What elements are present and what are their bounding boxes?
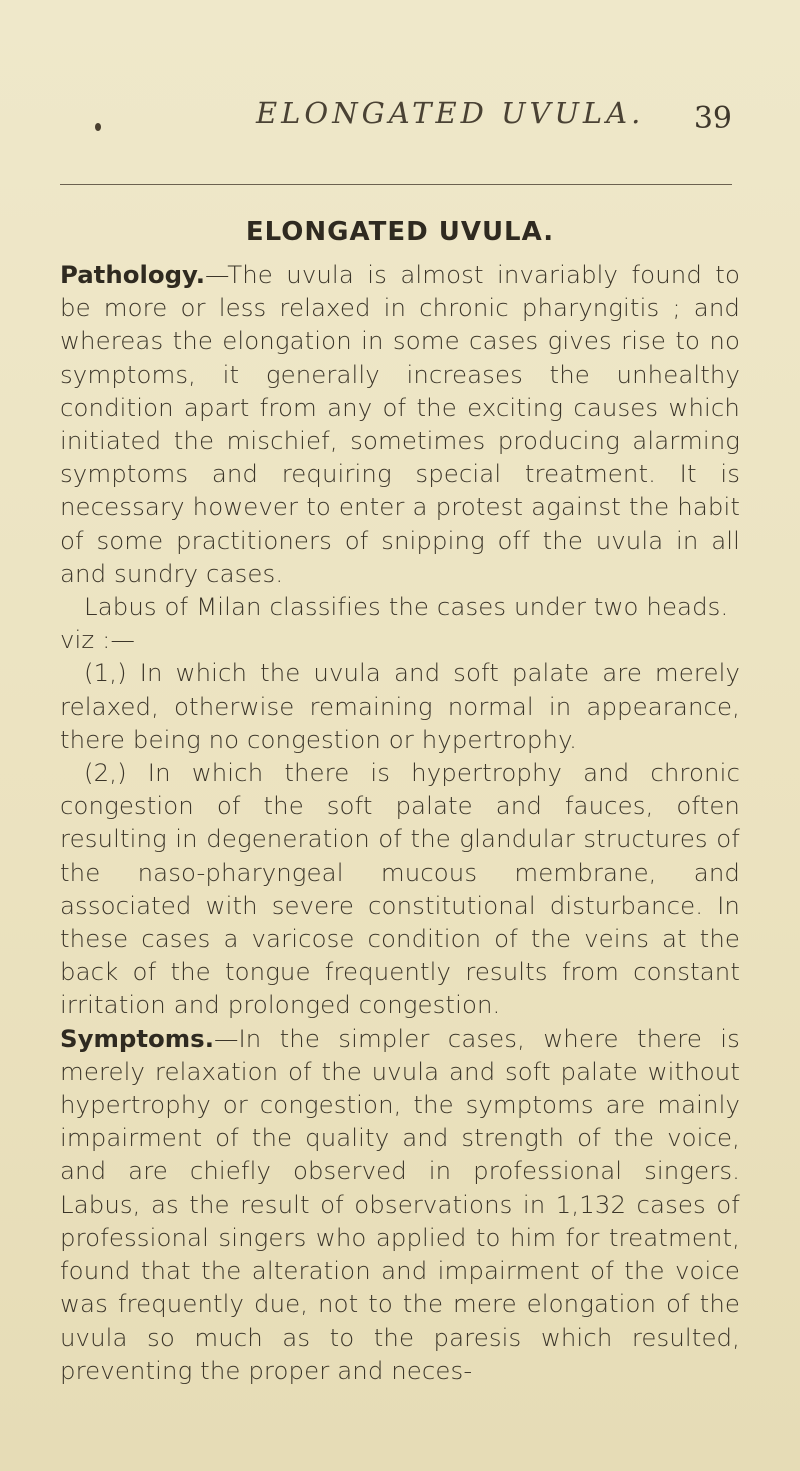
section-heading: ELONGATED UVULA. xyxy=(245,217,555,247)
paragraph-case-2 xyxy=(60,756,740,1022)
paragraph-lead: Pathology. xyxy=(60,260,205,289)
paragraph-text: Labus of Milan classifies the cases under two heads. xyxy=(84,592,729,622)
ink-speck xyxy=(95,123,101,131)
paragraph-symptoms xyxy=(60,1022,740,1387)
running-title: ELONGATED UVULA. xyxy=(256,96,645,130)
running-header xyxy=(60,96,740,146)
paragraph-text: —The uvula is almost invariably found to be more or less relaxed in chronic pharyngitis ; and whereas the elongation in some cases gives rise to no symptoms, it generally increases the unhealthy condition apart from any of the exciting causes which initiated the mischief, sometimes producing alarming symptoms and requiring special treatment. It is necessary however to enter a protest against the habit of some practitioners of snipping off the uvula in all and sundry cases. xyxy=(60,260,740,588)
page-number: 39 xyxy=(693,101,732,136)
paragraph-text: (2,) In which there is hypertrophy and chronic congestion of the soft palate and fauces, often resulting in degeneration of the glandular structures of the naso-pharyngeal mucous membrane, and associated with severe constitutional disturbance. In these cases a varicose condition of the veins at the back of the tongue frequently results from constant irritation and prolonged congestion. xyxy=(60,758,740,1020)
paragraph-labus-classification xyxy=(60,590,740,623)
paragraph-text: viz :— xyxy=(60,625,135,655)
paragraph-lead: Symptoms. xyxy=(60,1023,214,1053)
paragraph-viz xyxy=(60,623,740,656)
paragraph-text: (1,) In which the uvula and soft palate are merely relaxed, otherwise remaining normal in appearance, there being no congestion or hypertrophy. xyxy=(60,658,740,754)
header-rule xyxy=(60,184,732,185)
page-body xyxy=(60,214,740,1387)
paragraph-case-1 xyxy=(60,656,740,756)
paragraph-pathology xyxy=(60,258,740,590)
paragraph-text: —In the simpler cases, where there is merely relaxation of the uvula and soft palate without hypertrophy or congestion, the symptoms are mainly impairment of the quality and strength of the voice, and are chiefly observed in professional singers. Labus, as the result of observations in 1,132 cases of professional singers who applied to him for treatment, found that the alteration and impairment of the voice was frequently due, not to the mere elongation of the uvula so much as to the paresis which resulted, preventing the proper and neces- xyxy=(60,1023,740,1385)
